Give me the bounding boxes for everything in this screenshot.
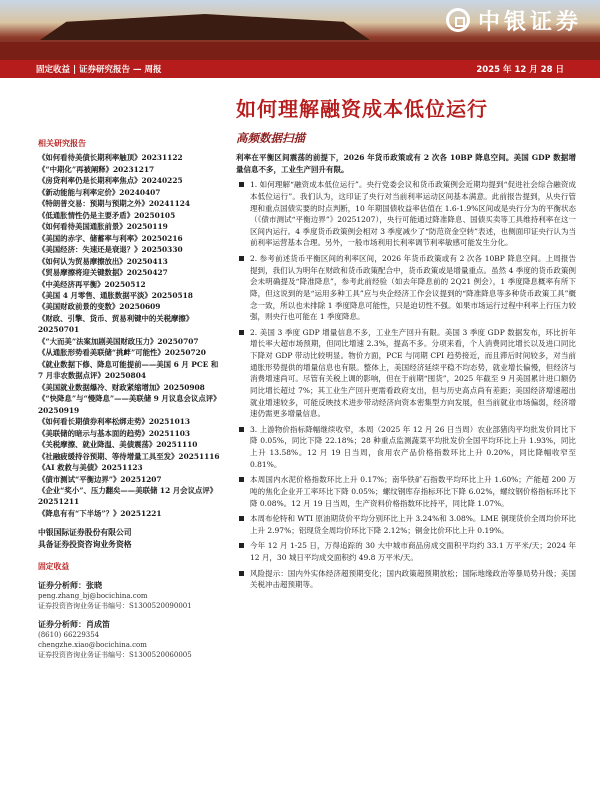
report-date: 2025 年 12 月 28 日 bbox=[476, 65, 564, 75]
logo-mark-icon bbox=[446, 8, 470, 32]
key-point: 3. 上游物价指标降幅继续收窄，本周（2025 年 12 月 26 日当周）农业部猪肉平均批发价同比下降 0.05%，同比下降 22.18%；28 种重点监测蔬菜平均批发价全国平均环比上升 1.93%，同比上升 13.58%。12 月 19 日当周，食用农产品价格指数环比上升 0.20%，同比降幅收窄至 0.81%。 bbox=[236, 424, 576, 471]
key-point: 风险提示：国内外实体经济超预期变化；国内政策超预期放松；国际地缘政治等暴局势升级；美国关税冲击超预期等。 bbox=[236, 568, 576, 591]
palace-wall-graphic bbox=[0, 42, 600, 60]
related-report-link[interactable]: 《社融疲缓持谷预期、等待增量工具至发》20251116 bbox=[38, 451, 220, 461]
key-point: 本周布伦特和 WTI 原油期货价平均分别环比上升 3.24%和 3.08%。LME 铜现货价全周均价环比上升 2.97%；铝现货全周均价环比下降 2.12%；铜金比价环比上升 0.19%。 bbox=[236, 513, 576, 536]
related-report-link[interactable]: 《企业“奖小”、压力翻矣——美联储 12 月会议点评》20251211 bbox=[38, 485, 218, 507]
header-banner-image bbox=[0, 0, 600, 60]
main-content bbox=[236, 152, 576, 591]
related-report-link[interactable]: 《如何看待美国通胀前景》20250119 bbox=[38, 222, 168, 232]
company-info bbox=[38, 527, 220, 550]
summary-lead: 利率在平衡区间震荡的前提下，2026 年货币政策或有 2 次各 10BP 降息空间。美国 GDP 数据增量信息不多，工业生产回升有限。 bbox=[236, 153, 576, 174]
analyst-phone: (8610) 66229354 bbox=[38, 630, 100, 639]
related-report-link[interactable]: 《关税摩擦、就业降温、美债震荡》20251110 bbox=[38, 440, 198, 450]
related-report-link[interactable]: 《美国就业数据爆冷、财政紧缩增加》20250908 bbox=[38, 382, 205, 392]
related-report-link[interactable]: 《房贷利率仍是长期利率焦点》20240225 bbox=[38, 176, 183, 186]
related-report-link[interactable]: 《新动能能与利率定价》20240407 bbox=[38, 187, 161, 197]
analyst-name: 证券分析师：肖成笛 bbox=[38, 618, 110, 629]
key-point: 2. 参考前述货币平衡区间的利率区间，2026 年货币政策或有 2 次各 10BP 降息空间。上周报告提到，我们认为明年在财政和货币政策配合中，货币政策或是增量重点。虽然 4 季度的货币政策例会未明确提及“降准降息”，参考此前经验（如去年降息前的 2Q21 例会），1 季度降息概率有所下降，但这说到的是“运用多种工具”应与央企经济工作会议提到的“降准降息等多种货币政策工具”概念一致，所以也未排除 1 季度降息可能性，只是迫切性不强。如果市场运行过程中利率上行压力较强，则央行也可能在 1 季度降息。 bbox=[236, 253, 576, 323]
company-logo bbox=[446, 6, 582, 34]
analyst-email[interactable]: chengzhe.xiao@bocichina.com bbox=[38, 641, 147, 650]
related-report-link[interactable]: 《中美经济再平衡》20250512 bbox=[38, 279, 146, 289]
related-report-link[interactable]: 《特朗普交易：预期与预期之外》20241124 bbox=[38, 199, 191, 209]
report-type-strip bbox=[0, 60, 600, 78]
company-line: 具备证券投资咨询业务资格 bbox=[38, 540, 132, 550]
key-point: 今年 12 月 1-25 日，万得追踪的 30 大中城市商品房成交面积平均约 33.1 万平米/天；2024 年 12 月，30 城日平均成交面积约 49.8 万平米/天。 bbox=[236, 540, 576, 563]
related-report-link[interactable]: 《美联储的暗示与基本面的趋势》20251103 bbox=[38, 428, 191, 438]
report-category: 固定收益 | 证券研究报告 — 周报 bbox=[36, 65, 162, 75]
analyst-card bbox=[38, 618, 220, 661]
sector-label: 固定收益 bbox=[38, 561, 70, 571]
analyst-cert: 证券投资咨询业务证书编号：S1300520060005 bbox=[38, 651, 192, 660]
sidebar bbox=[38, 138, 220, 660]
related-report-link[interactable]: 《就业数据下修、降息可能提前——美国 6 月 PCE 和 7 月非农数据点评》20250804 bbox=[38, 359, 219, 381]
related-report-link[interactable]: 《如何认为贸易摩擦放出》20250413 bbox=[38, 256, 168, 266]
related-research-header: 相关研究报告 bbox=[38, 139, 86, 148]
analyst-card bbox=[38, 579, 220, 612]
palace-roof-graphic bbox=[40, 14, 370, 40]
key-point: 本周国内水泥价格指数环比上升 0.17%；南华铁矿石指数平均环比上升 1.60%；产能超 200 万吨的焦化企业开工率环比下降 0.05%；螺纹钢库存指标环比下降 6.02%，螺纹钢价格指标环比下降 0.08%。12 月 19 日当周，生产资料价格指数环比持平，同比降 1.07%。 bbox=[236, 474, 576, 509]
related-report-link[interactable]: 《美国经济：失速还是衰退？》20250330 bbox=[38, 245, 183, 255]
key-points bbox=[236, 179, 576, 591]
related-report-list bbox=[38, 152, 220, 519]
related-report-link[interactable]: 《“快降息”与“慢降息”——美联储 9 月议息会议点评》20250919 bbox=[38, 394, 217, 415]
related-report-link[interactable]: 《美国 4 月零售、通胀数据平淡》20250518 bbox=[38, 291, 193, 301]
analyst-cert: 证券投资咨询业务证书编号：S1300520090001 bbox=[38, 602, 192, 611]
related-report-link[interactable]: 《AI 救救与美债》20251123 bbox=[38, 463, 143, 473]
related-report-link[interactable]: 《“中期化”再被阐释》20231217 bbox=[38, 164, 155, 174]
related-report-link[interactable]: 《“大而美”法案加剧美国财政压力》20250707 bbox=[38, 336, 199, 346]
report-title: 如何理解融资成本低位运行 bbox=[236, 97, 488, 121]
related-report-link[interactable]: 《如何看长期债券利率松绑走势》20251013 bbox=[38, 417, 191, 427]
key-point: 1. 如何理解“融资成本低位运行”。央行党委会议和货币政策例会近期均提到“促进社会综合融资成本低位运行”。我们认为，这印证了央行对当前利率运动区间基本满意。此前报告提到，从央行管理和重点国债实要的时点判断，10 年期国债收益率估值在 1.6-1.9%区间或是央行分为的平衡状态（《债市测试“平衡边界”》20251207），央行可能通过降准降息、国债买卖等工具维持利率在这一区间内运行。4 季度货币政策例会相对 3 季度减少了“防范资金空转”表述，也侧面印证央行认为当前利率运营基本合理。另外，一般市场利用长利率调节利率敏感可能发生分化。 bbox=[236, 179, 576, 249]
related-report-link[interactable]: 《美国财政前景的变数》20250609 bbox=[38, 302, 161, 312]
related-report-link[interactable]: 《美国的赤字、储蓄率与利率》20250216 bbox=[38, 233, 183, 243]
analyst-name: 证券分析师：张晓 bbox=[38, 579, 102, 590]
analyst-email[interactable]: peng.zhang_bj@bocichina.com bbox=[38, 592, 148, 601]
analyst-list bbox=[38, 579, 220, 660]
logo-text: 中银证券 bbox=[477, 9, 582, 35]
related-report-link[interactable]: 《债市测试“平衡边界”》20251207 bbox=[38, 474, 162, 484]
related-report-link[interactable]: 《低通胀情性仍是主要矛盾》20250105 bbox=[38, 210, 176, 220]
related-report-link[interactable]: 《财政、引擎、货币、贸易利键中的关税摩擦》20250701 bbox=[38, 313, 194, 335]
related-report-link[interactable]: 《从通胀形势看美联储“挑衅”可能性》20250720 bbox=[38, 348, 206, 358]
related-report-link[interactable]: 《如何看待美债长期利率触顶》20231122 bbox=[38, 153, 183, 163]
key-point: 2. 美国 3 季度 GDP 增量信息不多，工业生产回升有限。美国 3 季度 GDP 数据发布，环比折年增长率大超市场预期，但同比增速 2.3%，提高不多。分项来看，个人消费同比增长以及进口同比下降对 GDP 带动比较明显。物价方面，PCE 与同期 CPI 趋势接近，而且滞后时间较多，对当前通胀形势提供的增量信息也有限。整体上，美国经济延续平稳不均态势，就业增长偏慢，但经济与消费增速尚可。尽管有关税上调的影响，但在于前期“囤货”，2025 年截至 9 月美国累计进口额仍同比增长超过 7%；其工业生产回升更需看政府支出，但与历史高点尚有差距；美国经济增速超出就业增速较多，可能反映技术进步带动经济向资本密集型方向发展，但当前就业市场偏弱，经济增速仍需更多增量信息。 bbox=[236, 327, 576, 420]
company-line: 中银国际证券股份有限公司 bbox=[38, 528, 132, 538]
related-report-link[interactable]: 《贸易摩擦将迎关键数据》20250427 bbox=[38, 268, 168, 278]
related-report-link[interactable]: 《降息有有“下半场”？》20251221 bbox=[38, 508, 162, 518]
report-subtitle: 高频数据扫描 bbox=[236, 131, 305, 145]
